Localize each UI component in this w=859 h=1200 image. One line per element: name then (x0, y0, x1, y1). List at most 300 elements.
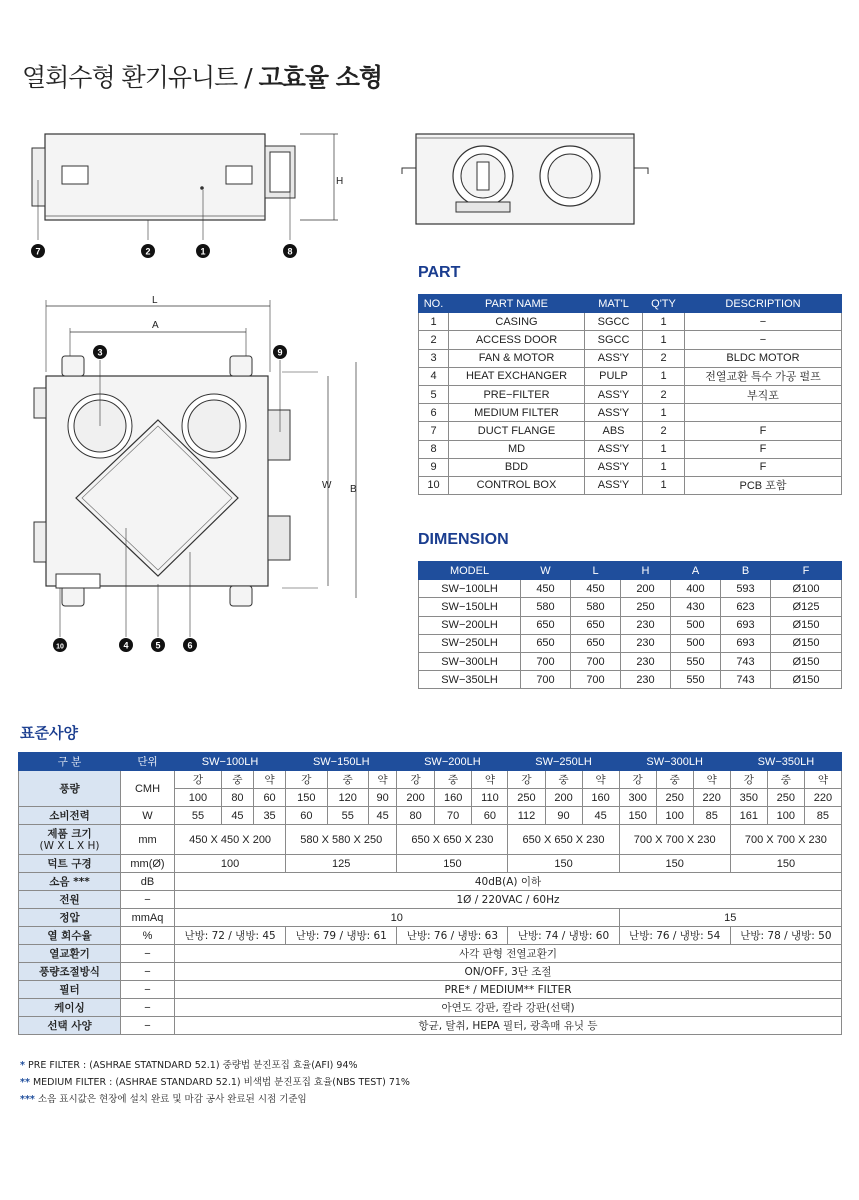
spec-flow-value: 60 (253, 789, 285, 807)
dim-f: Ø150 (771, 652, 842, 670)
dim-model: SW−300LH (419, 652, 521, 670)
dim-model: SW−350LH (419, 671, 521, 689)
dim-l: 450 (571, 580, 621, 598)
part-description: F (685, 440, 842, 458)
spec-power-value: 100 (656, 807, 693, 825)
dim-b: 693 (721, 616, 771, 634)
part-material: ASS'Y (585, 458, 643, 476)
spec-size-label-line1: 제품 크기 (47, 827, 92, 840)
spec-row-heat-recovery (19, 927, 842, 945)
spec-flow-control-label: 풍량조절방식 (19, 963, 121, 981)
part-qty: 2 (643, 422, 685, 440)
dimension-row (419, 598, 842, 616)
spec-level-label: 중 (327, 771, 368, 789)
dimension-table-header (419, 562, 842, 580)
page-title (22, 58, 382, 94)
part-description (685, 404, 842, 422)
spec-table (18, 752, 842, 1035)
dim-col-w: W (521, 562, 571, 580)
part-no: 1 (419, 313, 449, 331)
spec-duct-value: 150 (397, 855, 508, 873)
spec-model-2: SW−150LH (286, 753, 397, 771)
spec-model-6: SW−350LH (730, 753, 841, 771)
spec-size-value: 650 X 650 X 230 (508, 825, 619, 855)
spec-duct-value: 150 (508, 855, 619, 873)
spec-flow-value: 110 (472, 789, 508, 807)
spec-noise-row (19, 873, 842, 891)
dim-f: Ø100 (771, 580, 842, 598)
spec-level-label: 중 (656, 771, 693, 789)
dim-h: 230 (621, 652, 671, 670)
spec-level-label: 중 (221, 771, 253, 789)
spec-flow-value: 200 (545, 789, 582, 807)
part-no: 10 (419, 476, 449, 494)
spec-duct-value: 100 (175, 855, 286, 873)
dim-f: Ø150 (771, 671, 842, 689)
spec-power-value: 85 (804, 807, 841, 825)
spec-row-power (19, 807, 842, 825)
part-name: ACCESS DOOR (449, 331, 585, 349)
spec-model-1: SW−100LH (175, 753, 286, 771)
part-row (419, 404, 842, 422)
spec-heat-recovery-value: 난방: 76 / 냉방: 63 (397, 927, 508, 945)
part-material: SGCC (585, 331, 643, 349)
svg-text:2: 2 (145, 246, 151, 257)
dimension-heading: DIMENSION (418, 531, 509, 548)
dimension-row (419, 671, 842, 689)
svg-text:9: 9 (277, 347, 283, 358)
part-col-qty: Q'TY (643, 295, 685, 313)
spec-flow-value: 100 (175, 789, 222, 807)
spec-flow-value: 350 (730, 789, 767, 807)
spec-flow-value: 90 (368, 789, 396, 807)
footnote-1-mark: * (20, 1060, 25, 1071)
spec-level-label: 강 (175, 771, 222, 789)
part-qty: 1 (643, 404, 685, 422)
part-qty: 1 (643, 331, 685, 349)
spec-power-source-label: 전원 (19, 891, 121, 909)
part-row (419, 367, 842, 385)
spec-filter-value: PRE* / MEDIUM** FILTER (175, 981, 842, 999)
spec-unit-label: 단위 (121, 753, 175, 771)
spec-level-label: 강 (619, 771, 656, 789)
spec-heat-recovery-value: 난방: 76 / 냉방: 54 (619, 927, 730, 945)
spec-level-label: 약 (582, 771, 619, 789)
spec-exchanger-value: 사각 판형 전열교환기 (175, 945, 842, 963)
part-name: PRE−FILTER (449, 385, 585, 403)
footnote-2-mark: ** (20, 1077, 30, 1088)
spec-size-value: 700 X 700 X 230 (619, 825, 730, 855)
spec-size-value: 450 X 450 X 200 (175, 825, 286, 855)
dim-h: 230 (621, 671, 671, 689)
dim-h: 250 (621, 598, 671, 616)
part-col-description: DESCRIPTION (685, 295, 842, 313)
svg-text:1: 1 (200, 246, 206, 257)
spec-power-value: 70 (434, 807, 472, 825)
part-description: 전열교환 특수 가공 펄프 (685, 367, 842, 385)
part-name: MEDIUM FILTER (449, 404, 585, 422)
spec-options-unit: − (121, 1017, 175, 1035)
part-description: BLDC MOTOR (685, 349, 842, 367)
spec-heat-recovery-value: 난방: 74 / 냉방: 60 (508, 927, 619, 945)
callout-2 (141, 244, 155, 258)
dim-model: SW−100LH (419, 580, 521, 598)
spec-exchanger-row (19, 945, 842, 963)
spec-heat-recovery-value: 난방: 79 / 냉방: 61 (286, 927, 397, 945)
dim-w: 700 (521, 652, 571, 670)
dim-f: Ø125 (771, 598, 842, 616)
callout-6 (183, 638, 197, 652)
dim-h: 230 (621, 634, 671, 652)
spec-noise-label: 소음 *** (19, 873, 121, 891)
dim-l: 580 (571, 598, 621, 616)
spec-flow-value: 160 (434, 789, 472, 807)
part-no: 4 (419, 367, 449, 385)
dim-l: 700 (571, 652, 621, 670)
dim-b: 593 (721, 580, 771, 598)
part-description: − (685, 331, 842, 349)
part-col-material: MAT'L (585, 295, 643, 313)
dim-col-a: A (671, 562, 721, 580)
part-description: − (685, 313, 842, 331)
part-qty: 1 (643, 458, 685, 476)
dim-l: 650 (571, 634, 621, 652)
part-qty: 1 (643, 313, 685, 331)
dimension-table (418, 561, 842, 689)
spec-model-5: SW−300LH (619, 753, 730, 771)
dim-w: 580 (521, 598, 571, 616)
spec-heading: 표준사양 (20, 724, 78, 742)
dim-col-h: H (621, 562, 671, 580)
spec-flow-value: 220 (693, 789, 730, 807)
spec-casing-row (19, 999, 842, 1017)
spec-power-value: 85 (693, 807, 730, 825)
spec-power-value: 55 (327, 807, 368, 825)
callout-9 (273, 345, 287, 359)
dim-a: 550 (671, 652, 721, 670)
part-material: SGCC (585, 313, 643, 331)
svg-text:5: 5 (155, 640, 161, 651)
spec-head-label: 구 분 (19, 753, 121, 771)
spec-model-4: SW−250LH (508, 753, 619, 771)
spec-options-row (19, 1017, 842, 1035)
spec-flow-unit: CMH (121, 771, 175, 807)
spec-casing-label: 케이싱 (19, 999, 121, 1017)
spec-level-label: 중 (545, 771, 582, 789)
svg-text:7: 7 (35, 246, 41, 257)
dim-a: 500 (671, 634, 721, 652)
part-material: ASS'Y (585, 349, 643, 367)
part-no: 8 (419, 440, 449, 458)
dim-f: Ø150 (771, 616, 842, 634)
part-qty: 1 (643, 476, 685, 494)
part-qty: 2 (643, 349, 685, 367)
spec-size-label (19, 825, 121, 855)
dim-model: SW−150LH (419, 598, 521, 616)
spec-row-flow-levels (19, 771, 842, 789)
footnote-3-text: 소음 표시값은 현장에 설치 완료 및 마감 공사 완료된 시점 기준임 (34, 1094, 307, 1105)
dim-l: 700 (571, 671, 621, 689)
plan-view-drawing (18, 292, 378, 662)
footnote-1 (20, 1057, 410, 1074)
spec-flow-value: 250 (767, 789, 804, 807)
spec-static-pressure-value-a: 10 (175, 909, 620, 927)
spec-model-3: SW−200LH (397, 753, 508, 771)
dim-col-model: MODEL (419, 562, 521, 580)
spec-level-label: 약 (368, 771, 396, 789)
svg-text:8: 8 (287, 246, 293, 257)
dim-label-l: L (152, 295, 158, 306)
spec-power-value: 55 (175, 807, 222, 825)
spec-table-header (19, 753, 842, 771)
part-no: 9 (419, 458, 449, 476)
spec-static-pressure-label: 정압 (19, 909, 121, 927)
part-row (419, 458, 842, 476)
spec-power-value: 161 (730, 807, 767, 825)
dim-a: 500 (671, 616, 721, 634)
part-row (419, 313, 842, 331)
svg-text:4: 4 (123, 640, 129, 651)
spec-noise-unit: dB (121, 873, 175, 891)
part-no: 6 (419, 404, 449, 422)
dim-b: 743 (721, 671, 771, 689)
dimension-row (419, 616, 842, 634)
dimension-row (419, 634, 842, 652)
dimension-row (419, 652, 842, 670)
spec-power-source-value: 1Ø / 220VAC / 60Hz (175, 891, 842, 909)
part-material: ABS (585, 422, 643, 440)
spec-heat-recovery-label: 열 회수율 (19, 927, 121, 945)
footnote-2 (20, 1074, 410, 1091)
spec-flow-value: 80 (221, 789, 253, 807)
dim-label-w: W (322, 480, 332, 491)
dim-w: 450 (521, 580, 571, 598)
dim-f: Ø150 (771, 634, 842, 652)
dim-col-b: B (721, 562, 771, 580)
spec-level-label: 강 (508, 771, 545, 789)
part-qty: 2 (643, 385, 685, 403)
spec-power-value: 80 (397, 807, 435, 825)
spec-duct-label: 덕트 구경 (19, 855, 121, 873)
dim-h: 230 (621, 616, 671, 634)
callout-8 (283, 244, 297, 258)
spec-flow-control-value: ON/OFF, 3단 조절 (175, 963, 842, 981)
spec-flow-control-row (19, 963, 842, 981)
part-description: F (685, 422, 842, 440)
part-name: CONTROL BOX (449, 476, 585, 494)
spec-casing-unit: − (121, 999, 175, 1017)
part-material: ASS'Y (585, 440, 643, 458)
dim-h: 200 (621, 580, 671, 598)
dim-a: 400 (671, 580, 721, 598)
part-description: 부직포 (685, 385, 842, 403)
spec-noise-value: 40dB(A) 이하 (175, 873, 842, 891)
spec-heat-recovery-unit: % (121, 927, 175, 945)
spec-duct-unit: mm(Ø) (121, 855, 175, 873)
footnote-1-text: PRE FILTER : (ASHRAE STATNDARD 52.1) 중량법 분진포집 효율(AFI) 94% (24, 1060, 358, 1071)
part-col-name: PART NAME (449, 295, 585, 313)
spec-row-static-pressure (19, 909, 842, 927)
part-row (419, 440, 842, 458)
spec-flow-value: 250 (508, 789, 545, 807)
spec-exchanger-unit: − (121, 945, 175, 963)
part-material: ASS'Y (585, 476, 643, 494)
spec-size-value: 580 X 580 X 250 (286, 825, 397, 855)
spec-duct-value: 125 (286, 855, 397, 873)
front-elevation-drawing (398, 128, 658, 228)
svg-text:10: 10 (56, 643, 64, 651)
dim-a: 550 (671, 671, 721, 689)
part-name: FAN & MOTOR (449, 349, 585, 367)
part-material: ASS'Y (585, 404, 643, 422)
spec-level-label: 약 (804, 771, 841, 789)
part-name: MD (449, 440, 585, 458)
dim-b: 743 (721, 652, 771, 670)
part-no: 7 (419, 422, 449, 440)
spec-level-label: 강 (397, 771, 435, 789)
spec-flow-label: 풍량 (19, 771, 121, 807)
spec-duct-value: 150 (730, 855, 841, 873)
dim-w: 700 (521, 671, 571, 689)
dim-label-h: H (336, 176, 344, 187)
spec-power-value: 45 (221, 807, 253, 825)
spec-options-value: 항균, 탈취, HEPA 필터, 광촉매 유닛 등 (175, 1017, 842, 1035)
spec-options-label: 선택 사양 (19, 1017, 121, 1035)
dim-model: SW−200LH (419, 616, 521, 634)
spec-level-label: 약 (253, 771, 285, 789)
part-qty: 1 (643, 440, 685, 458)
spec-power-value: 45 (582, 807, 619, 825)
part-no: 5 (419, 385, 449, 403)
spec-filter-label: 필터 (19, 981, 121, 999)
spec-power-source-row (19, 891, 842, 909)
callout-1 (196, 244, 210, 258)
part-col-no: NO. (419, 295, 449, 313)
part-row (419, 385, 842, 403)
spec-filter-unit: − (121, 981, 175, 999)
spec-power-value: 45 (368, 807, 396, 825)
part-name: BDD (449, 458, 585, 476)
callout-7 (31, 244, 45, 258)
part-name: HEAT EXCHANGER (449, 367, 585, 385)
dim-label-b: B (350, 484, 357, 495)
callout-5 (151, 638, 165, 652)
callout-10 (53, 638, 67, 652)
spec-flow-value: 120 (327, 789, 368, 807)
spec-flow-value: 160 (582, 789, 619, 807)
svg-text:6: 6 (187, 640, 193, 651)
spec-power-value: 35 (253, 807, 285, 825)
spec-row-size (19, 825, 842, 855)
spec-flow-control-unit: − (121, 963, 175, 981)
title-regular: 열회수형 환기유니트 / (22, 63, 259, 92)
dim-label-a: A (152, 320, 159, 331)
spec-power-label: 소비전력 (19, 807, 121, 825)
part-row (419, 422, 842, 440)
spec-level-label: 강 (730, 771, 767, 789)
dim-w: 650 (521, 616, 571, 634)
svg-text:3: 3 (97, 347, 103, 358)
spec-power-value: 90 (545, 807, 582, 825)
part-qty: 1 (643, 367, 685, 385)
spec-exchanger-label: 열교환기 (19, 945, 121, 963)
spec-size-label-line2: (W X L X H) (39, 839, 100, 852)
spec-level-label: 약 (472, 771, 508, 789)
spec-size-value: 700 X 700 X 230 (730, 825, 841, 855)
part-table-header (419, 295, 842, 313)
spec-power-value: 150 (619, 807, 656, 825)
dim-col-l: L (571, 562, 621, 580)
part-no: 3 (419, 349, 449, 367)
footnote-3 (20, 1091, 410, 1108)
part-row (419, 476, 842, 494)
spec-filter-row (19, 981, 842, 999)
part-material: ASS'Y (585, 385, 643, 403)
spec-flow-value: 200 (397, 789, 435, 807)
spec-power-source-unit: − (121, 891, 175, 909)
part-name: CASING (449, 313, 585, 331)
spec-power-value: 60 (472, 807, 508, 825)
spec-heat-recovery-value: 난방: 72 / 냉방: 45 (175, 927, 286, 945)
spec-level-label: 강 (286, 771, 327, 789)
spec-row-duct (19, 855, 842, 873)
part-table (418, 294, 842, 495)
part-heading: PART (418, 264, 461, 281)
dim-b: 693 (721, 634, 771, 652)
spec-level-label: 중 (434, 771, 472, 789)
callout-4 (119, 638, 133, 652)
part-row (419, 331, 842, 349)
callout-3 (93, 345, 107, 359)
spec-flow-value: 250 (656, 789, 693, 807)
dimension-row (419, 580, 842, 598)
dim-col-f: F (771, 562, 842, 580)
footnotes (20, 1057, 410, 1108)
spec-heat-recovery-value: 난방: 78 / 냉방: 50 (730, 927, 841, 945)
spec-level-label: 중 (767, 771, 804, 789)
spec-static-pressure-value-b: 15 (619, 909, 841, 927)
spec-size-unit: mm (121, 825, 175, 855)
part-row (419, 349, 842, 367)
dim-model: SW−250LH (419, 634, 521, 652)
footnote-3-mark: *** (20, 1094, 35, 1105)
dim-b: 623 (721, 598, 771, 616)
part-description: F (685, 458, 842, 476)
dim-a: 430 (671, 598, 721, 616)
spec-static-pressure-unit: mmAq (121, 909, 175, 927)
dim-w: 650 (521, 634, 571, 652)
spec-flow-value: 150 (286, 789, 327, 807)
side-elevation-drawing (20, 120, 360, 270)
spec-power-value: 100 (767, 807, 804, 825)
part-no: 2 (419, 331, 449, 349)
dim-l: 650 (571, 616, 621, 634)
spec-flow-value: 220 (804, 789, 841, 807)
spec-duct-value: 150 (619, 855, 730, 873)
spec-power-value: 60 (286, 807, 327, 825)
spec-flow-value: 300 (619, 789, 656, 807)
part-material: PULP (585, 367, 643, 385)
spec-power-unit: W (121, 807, 175, 825)
spec-power-value: 112 (508, 807, 545, 825)
title-bold: 고효율 소형 (258, 63, 383, 92)
spec-size-value: 650 X 650 X 230 (397, 825, 508, 855)
part-description: PCB 포함 (685, 476, 842, 494)
part-name: DUCT FLANGE (449, 422, 585, 440)
footnote-2-text: MEDIUM FILTER : (ASHRAE STANDARD 52.1) 비색법 분진포집 효율(NBS TEST) 71% (29, 1077, 410, 1088)
spec-level-label: 약 (693, 771, 730, 789)
spec-casing-value: 아연도 강판, 칼라 강판(선택) (175, 999, 842, 1017)
